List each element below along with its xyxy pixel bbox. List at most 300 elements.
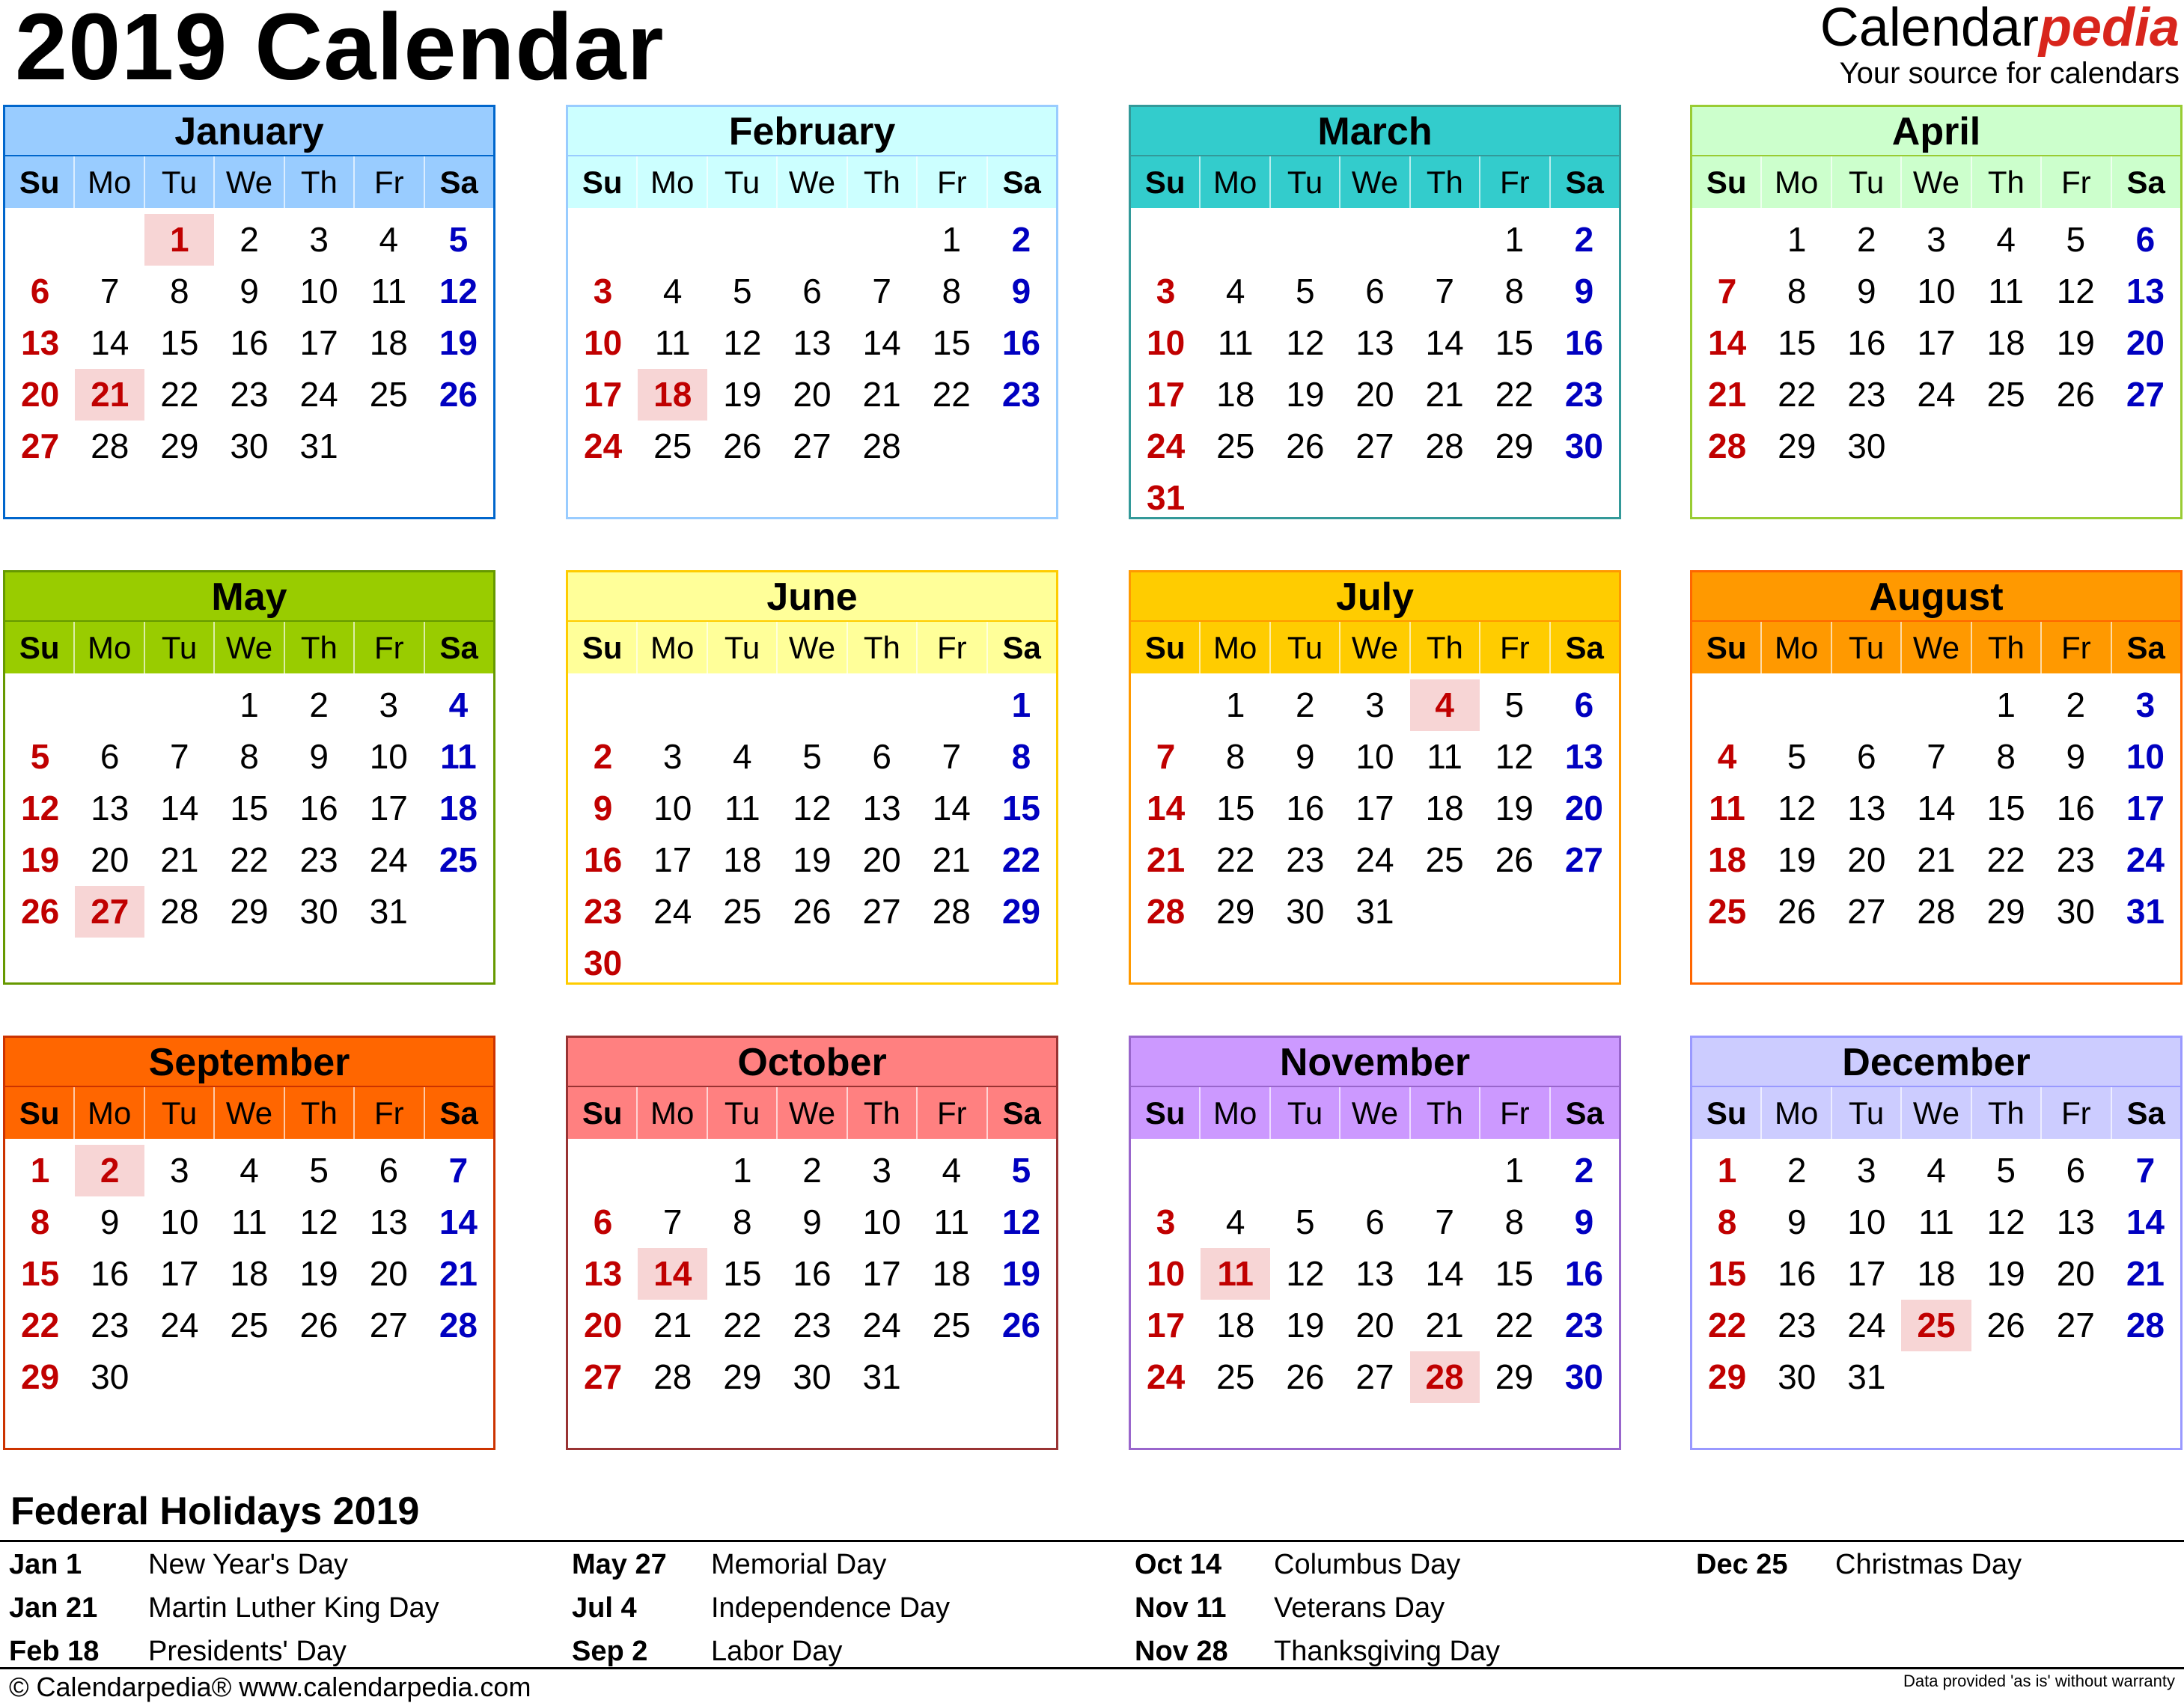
day-cell: 12 bbox=[20, 789, 60, 828]
holiday-date: Nov 28 bbox=[1135, 1635, 1228, 1667]
day-cell: 21 bbox=[1917, 840, 1956, 879]
empty-cell bbox=[1131, 214, 1201, 266]
day-cell: 13 bbox=[91, 789, 129, 828]
day-cell: 1 bbox=[1225, 685, 1245, 724]
day-cell: 24 bbox=[299, 375, 338, 414]
day-cell: 3 bbox=[170, 1151, 189, 1190]
day-cell: 29 bbox=[1216, 892, 1255, 931]
day-cell: 19 bbox=[299, 1254, 338, 1293]
weekday-sa: Sa bbox=[439, 165, 478, 200]
day-cell: 11 bbox=[1201, 1248, 1270, 1300]
day-cell: 15 bbox=[723, 1254, 762, 1293]
day-cell: 5 bbox=[1504, 685, 1525, 724]
day-cell: 12 bbox=[1286, 323, 1325, 362]
day-cell: 11 bbox=[654, 323, 691, 362]
day-cell: 2 bbox=[1787, 1151, 1807, 1190]
day-cell: 4 bbox=[240, 1151, 259, 1190]
day-cell: 28 bbox=[862, 426, 901, 465]
empty-cell bbox=[568, 1145, 638, 1196]
day-cell: 18 bbox=[723, 840, 762, 879]
weekday-th: Th bbox=[1972, 156, 2042, 208]
month-may bbox=[3, 570, 495, 985]
day-cell: 3 bbox=[2135, 685, 2156, 724]
day-cell: 12 bbox=[1495, 737, 1534, 776]
day-cell: 31 bbox=[1146, 478, 1186, 517]
weekday-fr: Fr bbox=[2042, 156, 2111, 208]
empty-cell bbox=[777, 679, 847, 731]
weekday-we: We bbox=[1340, 622, 1410, 673]
weekday-mo: Mo bbox=[638, 622, 707, 673]
day-cell: 15 bbox=[932, 323, 971, 362]
footer-disclaimer: Data provided 'as is' without warranty bbox=[1903, 1672, 2175, 1690]
weekday-su: Su bbox=[1692, 156, 1762, 208]
day-cell: 9 bbox=[1574, 272, 1594, 311]
day-cell: 2 bbox=[240, 220, 259, 259]
day-cell: 5 bbox=[309, 1151, 329, 1190]
day-cell: 16 bbox=[1286, 789, 1325, 828]
day-cell: 9 bbox=[100, 1202, 120, 1241]
day-cell: 26 bbox=[2056, 375, 2095, 414]
day-cell: 12 bbox=[1286, 1254, 1325, 1293]
day-cell: 26 bbox=[1001, 1306, 1040, 1345]
day-cell: 13 bbox=[1847, 789, 1886, 828]
day-cell: 8 bbox=[1225, 737, 1245, 776]
day-cell: 2 bbox=[309, 685, 329, 724]
empty-cell bbox=[707, 679, 777, 731]
day-cell: 2 bbox=[1574, 220, 1594, 259]
holiday-item bbox=[9, 1586, 439, 1630]
day-cell: 11 bbox=[933, 1202, 970, 1241]
weekday-header bbox=[568, 156, 1056, 208]
day-cell: 28 bbox=[439, 1306, 478, 1345]
holiday-name: New Year's Day bbox=[148, 1548, 349, 1580]
empty-cell bbox=[1131, 679, 1201, 731]
empty-cell bbox=[1692, 679, 1762, 731]
day-cell: 24 bbox=[862, 1306, 901, 1345]
day-cell: 7 bbox=[1717, 272, 1737, 311]
brand-accent: pedia bbox=[2038, 0, 2180, 58]
day-cell: 29 bbox=[1707, 1357, 1747, 1396]
day-cell: 16 bbox=[1564, 1254, 1603, 1293]
day-cell: 6 bbox=[802, 272, 822, 311]
weekday-th: Th bbox=[1411, 1087, 1480, 1139]
day-cell: 6 bbox=[593, 1202, 613, 1241]
day-cell: 16 bbox=[583, 840, 623, 879]
day-cell: 31 bbox=[2126, 892, 2165, 931]
day-cell: 23 bbox=[230, 375, 269, 414]
weekday-mo: Mo bbox=[638, 156, 707, 208]
day-cell: 8 bbox=[1787, 272, 1807, 311]
weekday-header bbox=[1692, 1087, 2180, 1139]
day-cell: 6 bbox=[1365, 1202, 1385, 1241]
day-cell: 25 bbox=[1901, 1300, 1971, 1351]
day-cell: 2 bbox=[1011, 220, 1031, 259]
day-cell: 11 bbox=[1709, 789, 1745, 828]
empty-cell bbox=[5, 679, 75, 731]
day-cell: 17 bbox=[1847, 1254, 1886, 1293]
day-cell: 26 bbox=[439, 375, 478, 414]
day-cell: 23 bbox=[583, 892, 623, 931]
day-cell: 14 bbox=[2126, 1202, 2165, 1241]
weekday-fr: Fr bbox=[2042, 622, 2111, 673]
day-cell: 28 bbox=[1917, 892, 1956, 931]
day-cell: 11 bbox=[370, 272, 407, 311]
day-cell: 8 bbox=[942, 272, 962, 311]
day-cell: 14 bbox=[1917, 789, 1956, 828]
day-cell: 7 bbox=[662, 1202, 683, 1241]
weekday-we: We bbox=[1902, 156, 1971, 208]
day-cell: 17 bbox=[1917, 323, 1956, 362]
day-cell: 24 bbox=[583, 426, 623, 465]
empty-cell bbox=[1201, 214, 1270, 266]
weekday-tu: Tu bbox=[1271, 1087, 1340, 1139]
day-cell: 25 bbox=[1707, 892, 1747, 931]
day-cell: 5 bbox=[2066, 220, 2086, 259]
day-cell: 3 bbox=[309, 220, 329, 259]
day-cell: 6 bbox=[30, 272, 50, 311]
day-cell: 5 bbox=[733, 272, 752, 311]
weekday-fr: Fr bbox=[1480, 622, 1550, 673]
day-cell: 10 bbox=[862, 1202, 901, 1241]
day-cell: 19 bbox=[1286, 1306, 1325, 1345]
day-cell: 7 bbox=[2135, 1151, 2156, 1190]
day-cell: 9 bbox=[1296, 737, 1315, 776]
empty-cell bbox=[638, 1145, 707, 1196]
day-cell: 14 bbox=[638, 1248, 707, 1300]
empty-cell bbox=[1270, 214, 1340, 266]
day-cell: 1 bbox=[240, 685, 259, 724]
day-cell: 22 bbox=[1495, 1306, 1534, 1345]
weekday-sa: Sa bbox=[2126, 630, 2165, 665]
day-cell: 1 bbox=[1504, 1151, 1525, 1190]
holiday-item bbox=[1135, 1586, 1500, 1630]
month-january bbox=[3, 105, 495, 519]
holiday-name: Columbus Day bbox=[1274, 1548, 1461, 1580]
empty-cell bbox=[568, 214, 638, 266]
day-cell: 26 bbox=[299, 1306, 338, 1345]
day-cell: 23 bbox=[1564, 375, 1603, 414]
holiday-item bbox=[1135, 1543, 1500, 1586]
day-grid bbox=[5, 214, 493, 472]
day-cell: 31 bbox=[369, 892, 408, 931]
day-cell: 1 bbox=[942, 220, 962, 259]
day-cell: 27 bbox=[1355, 426, 1394, 465]
day-cell: 25 bbox=[1986, 375, 2025, 414]
day-cell: 17 bbox=[1146, 1306, 1186, 1345]
day-cell: 14 bbox=[1425, 1254, 1464, 1293]
day-cell: 27 bbox=[862, 892, 901, 931]
weekday-tu: Tu bbox=[708, 156, 778, 208]
day-cell: 18 bbox=[1917, 1254, 1956, 1293]
day-cell: 21 bbox=[1425, 375, 1464, 414]
weekday-tu: Tu bbox=[1271, 622, 1340, 673]
holiday-item bbox=[9, 1543, 439, 1586]
day-cell: 21 bbox=[160, 840, 199, 879]
day-cell: 28 bbox=[160, 892, 199, 931]
day-cell: 10 bbox=[1146, 323, 1186, 362]
day-cell: 16 bbox=[1001, 323, 1040, 362]
month-title: February bbox=[568, 107, 1056, 156]
weekday-su: Su bbox=[5, 156, 75, 208]
day-cell: 24 bbox=[369, 840, 408, 879]
day-cell: 11 bbox=[1427, 737, 1463, 776]
day-cell: 18 bbox=[230, 1254, 269, 1293]
day-cell: 10 bbox=[1355, 737, 1394, 776]
day-cell: 10 bbox=[299, 272, 338, 311]
empty-cell bbox=[777, 214, 847, 266]
day-cell: 15 bbox=[1216, 789, 1255, 828]
month-title: June bbox=[568, 572, 1056, 622]
day-cell: 12 bbox=[439, 272, 478, 311]
holiday-item bbox=[572, 1586, 950, 1630]
day-cell: 2 bbox=[1574, 1151, 1594, 1190]
weekday-tu: Tu bbox=[708, 1087, 778, 1139]
day-cell: 7 bbox=[1927, 737, 1946, 776]
day-cell: 22 bbox=[723, 1306, 762, 1345]
day-cell: 27 bbox=[793, 426, 832, 465]
empty-cell bbox=[144, 679, 214, 731]
day-cell: 22 bbox=[20, 1306, 60, 1345]
day-cell: 12 bbox=[1778, 789, 1817, 828]
day-cell: 29 bbox=[723, 1357, 762, 1396]
day-cell: 15 bbox=[1778, 323, 1817, 362]
day-cell: 3 bbox=[1927, 220, 1946, 259]
day-cell: 4 bbox=[942, 1151, 962, 1190]
day-cell: 6 bbox=[100, 737, 120, 776]
day-cell: 10 bbox=[1847, 1202, 1886, 1241]
day-cell: 18 bbox=[439, 789, 478, 828]
day-cell: 23 bbox=[1778, 1306, 1817, 1345]
day-cell: 8 bbox=[1011, 737, 1031, 776]
holiday-date: Jul 4 bbox=[572, 1592, 637, 1624]
day-grid bbox=[5, 1145, 493, 1403]
day-cell: 24 bbox=[1355, 840, 1394, 879]
weekday-we: We bbox=[215, 156, 284, 208]
day-cell: 23 bbox=[299, 840, 338, 879]
day-cell: 16 bbox=[793, 1254, 832, 1293]
day-cell: 23 bbox=[91, 1306, 129, 1345]
day-cell: 5 bbox=[1296, 272, 1315, 311]
day-cell: 3 bbox=[1156, 272, 1176, 311]
day-cell: 28 bbox=[653, 1357, 692, 1396]
day-cell: 21 bbox=[932, 840, 971, 879]
brand-main: Calendar bbox=[1820, 0, 2039, 58]
weekday-sa: Sa bbox=[1565, 630, 1604, 665]
weekday-mo: Mo bbox=[1201, 156, 1270, 208]
day-cell: 6 bbox=[2066, 1151, 2086, 1190]
day-cell: 20 bbox=[1564, 789, 1603, 828]
day-cell: 22 bbox=[1707, 1306, 1747, 1345]
day-cell: 21 bbox=[653, 1306, 692, 1345]
weekday-mo: Mo bbox=[1762, 622, 1831, 673]
day-cell: 26 bbox=[1986, 1306, 2025, 1345]
day-cell: 25 bbox=[932, 1306, 971, 1345]
day-cell: 29 bbox=[1495, 426, 1534, 465]
day-cell: 10 bbox=[653, 789, 692, 828]
day-cell: 28 bbox=[1425, 426, 1464, 465]
day-cell: 5 bbox=[1787, 737, 1807, 776]
weekday-we: We bbox=[778, 622, 847, 673]
day-cell: 11 bbox=[1217, 323, 1254, 362]
weekday-header bbox=[5, 622, 493, 673]
day-cell: 26 bbox=[20, 892, 60, 931]
weekday-th: Th bbox=[285, 1087, 355, 1139]
day-cell: 25 bbox=[653, 426, 692, 465]
day-cell: 20 bbox=[1355, 375, 1394, 414]
weekday-th: Th bbox=[1972, 622, 2042, 673]
holidays-column bbox=[572, 1543, 950, 1673]
holiday-date: Oct 14 bbox=[1135, 1548, 1222, 1580]
day-cell: 28 bbox=[932, 892, 971, 931]
day-cell: 5 bbox=[1011, 1151, 1031, 1190]
day-cell: 23 bbox=[1564, 1306, 1603, 1345]
empty-cell bbox=[638, 679, 707, 731]
weekday-su: Su bbox=[568, 156, 638, 208]
day-cell: 1 bbox=[1787, 220, 1807, 259]
day-cell: 26 bbox=[1286, 1357, 1325, 1396]
weekday-we: We bbox=[1902, 622, 1971, 673]
weekday-th: Th bbox=[848, 156, 918, 208]
day-cell: 16 bbox=[1778, 1254, 1817, 1293]
day-cell: 16 bbox=[299, 789, 338, 828]
day-cell: 15 bbox=[1001, 789, 1040, 828]
day-cell: 18 bbox=[1425, 789, 1464, 828]
weekday-sa: Sa bbox=[1565, 1095, 1604, 1131]
day-cell: 30 bbox=[793, 1357, 832, 1396]
day-cell: 30 bbox=[1286, 892, 1325, 931]
holiday-name: Independence Day bbox=[711, 1592, 951, 1624]
day-cell: 29 bbox=[230, 892, 269, 931]
day-cell: 15 bbox=[230, 789, 269, 828]
weekday-tu: Tu bbox=[708, 622, 778, 673]
day-cell: 23 bbox=[1847, 375, 1886, 414]
holiday-name: Martin Luther King Day bbox=[148, 1592, 439, 1624]
day-cell: 4 bbox=[448, 685, 469, 724]
brand-name bbox=[1820, 0, 2180, 57]
empty-cell bbox=[1410, 1145, 1480, 1196]
weekday-th: Th bbox=[1411, 156, 1480, 208]
weekday-fr: Fr bbox=[355, 622, 424, 673]
month-title: April bbox=[1692, 107, 2180, 156]
day-cell: 15 bbox=[1707, 1254, 1747, 1293]
day-cell: 6 bbox=[379, 1151, 399, 1190]
holiday-name: Thanksgiving Day bbox=[1274, 1635, 1501, 1667]
month-october bbox=[566, 1036, 1058, 1450]
page-title: 2019 Calendar bbox=[15, 0, 665, 100]
day-cell: 20 bbox=[793, 375, 832, 414]
weekday-header bbox=[1131, 1087, 1619, 1139]
day-cell: 30 bbox=[2056, 892, 2095, 931]
day-cell: 11 bbox=[231, 1202, 267, 1241]
day-cell: 14 bbox=[91, 323, 129, 362]
weekday-sa: Sa bbox=[439, 630, 478, 665]
day-cell: 22 bbox=[230, 840, 269, 879]
weekday-tu: Tu bbox=[145, 156, 215, 208]
day-cell: 21 bbox=[1425, 1306, 1464, 1345]
weekday-su: Su bbox=[1131, 622, 1201, 673]
day-cell: 13 bbox=[369, 1202, 408, 1241]
month-title: May bbox=[5, 572, 493, 622]
day-cell: 5 bbox=[1996, 1151, 2016, 1190]
day-grid bbox=[568, 1145, 1056, 1403]
weekday-sa: Sa bbox=[1002, 165, 1041, 200]
day-cell: 3 bbox=[662, 737, 683, 776]
weekday-tu: Tu bbox=[145, 1087, 215, 1139]
weekday-su: Su bbox=[568, 1087, 638, 1139]
holiday-date: Nov 11 bbox=[1135, 1592, 1227, 1624]
empty-cell bbox=[5, 214, 75, 266]
day-cell: 10 bbox=[2126, 737, 2165, 776]
day-cell: 30 bbox=[1847, 426, 1886, 465]
day-cell: 29 bbox=[1001, 892, 1040, 931]
weekday-fr: Fr bbox=[1480, 1087, 1550, 1139]
day-cell: 9 bbox=[1574, 1202, 1594, 1241]
day-cell: 1 bbox=[733, 1151, 752, 1190]
day-cell: 8 bbox=[1504, 1202, 1525, 1241]
weekday-tu: Tu bbox=[1271, 156, 1340, 208]
day-cell: 8 bbox=[170, 272, 189, 311]
day-cell: 19 bbox=[2056, 323, 2095, 362]
day-cell: 17 bbox=[862, 1254, 901, 1293]
empty-cell bbox=[847, 679, 917, 731]
day-cell: 20 bbox=[862, 840, 901, 879]
day-cell: 27 bbox=[1355, 1357, 1394, 1396]
day-cell: 13 bbox=[1564, 737, 1603, 776]
day-cell: 31 bbox=[299, 426, 338, 465]
day-cell: 25 bbox=[230, 1306, 269, 1345]
month-february bbox=[566, 105, 1058, 519]
holidays-column bbox=[1696, 1543, 2022, 1586]
weekday-header bbox=[5, 156, 493, 208]
holiday-name: Christmas Day bbox=[1835, 1548, 2022, 1580]
holiday-date: Jan 1 bbox=[9, 1548, 82, 1580]
day-cell: 12 bbox=[723, 323, 762, 362]
day-cell: 30 bbox=[1564, 426, 1603, 465]
holiday-date: Jan 21 bbox=[9, 1592, 98, 1624]
weekday-we: We bbox=[1340, 1087, 1410, 1139]
day-cell: 30 bbox=[583, 944, 623, 982]
day-cell: 13 bbox=[1355, 323, 1394, 362]
day-cell: 3 bbox=[593, 272, 613, 311]
month-december bbox=[1690, 1036, 2183, 1450]
day-cell: 10 bbox=[1146, 1254, 1186, 1293]
month-title: December bbox=[1692, 1038, 2180, 1087]
day-cell: 19 bbox=[793, 840, 832, 879]
day-cell: 25 bbox=[1216, 1357, 1255, 1396]
weekday-su: Su bbox=[1131, 156, 1201, 208]
month-june bbox=[566, 570, 1058, 985]
day-cell: 11 bbox=[1988, 272, 2025, 311]
weekday-fr: Fr bbox=[918, 622, 987, 673]
day-cell: 18 bbox=[369, 323, 408, 362]
empty-cell bbox=[1901, 679, 1971, 731]
day-cell: 18 bbox=[932, 1254, 971, 1293]
month-title: September bbox=[5, 1038, 493, 1087]
day-cell: 6 bbox=[1365, 272, 1385, 311]
day-cell: 28 bbox=[1410, 1351, 1480, 1403]
day-cell: 17 bbox=[1146, 375, 1186, 414]
weekday-mo: Mo bbox=[75, 156, 144, 208]
weekday-su: Su bbox=[5, 622, 75, 673]
day-cell: 11 bbox=[724, 789, 760, 828]
holiday-item bbox=[572, 1543, 950, 1586]
day-cell: 20 bbox=[1355, 1306, 1394, 1345]
holiday-item bbox=[1696, 1543, 2022, 1586]
day-cell: 19 bbox=[20, 840, 60, 879]
weekday-su: Su bbox=[1131, 1087, 1201, 1139]
day-cell: 21 bbox=[1146, 840, 1186, 879]
empty-cell bbox=[917, 679, 986, 731]
